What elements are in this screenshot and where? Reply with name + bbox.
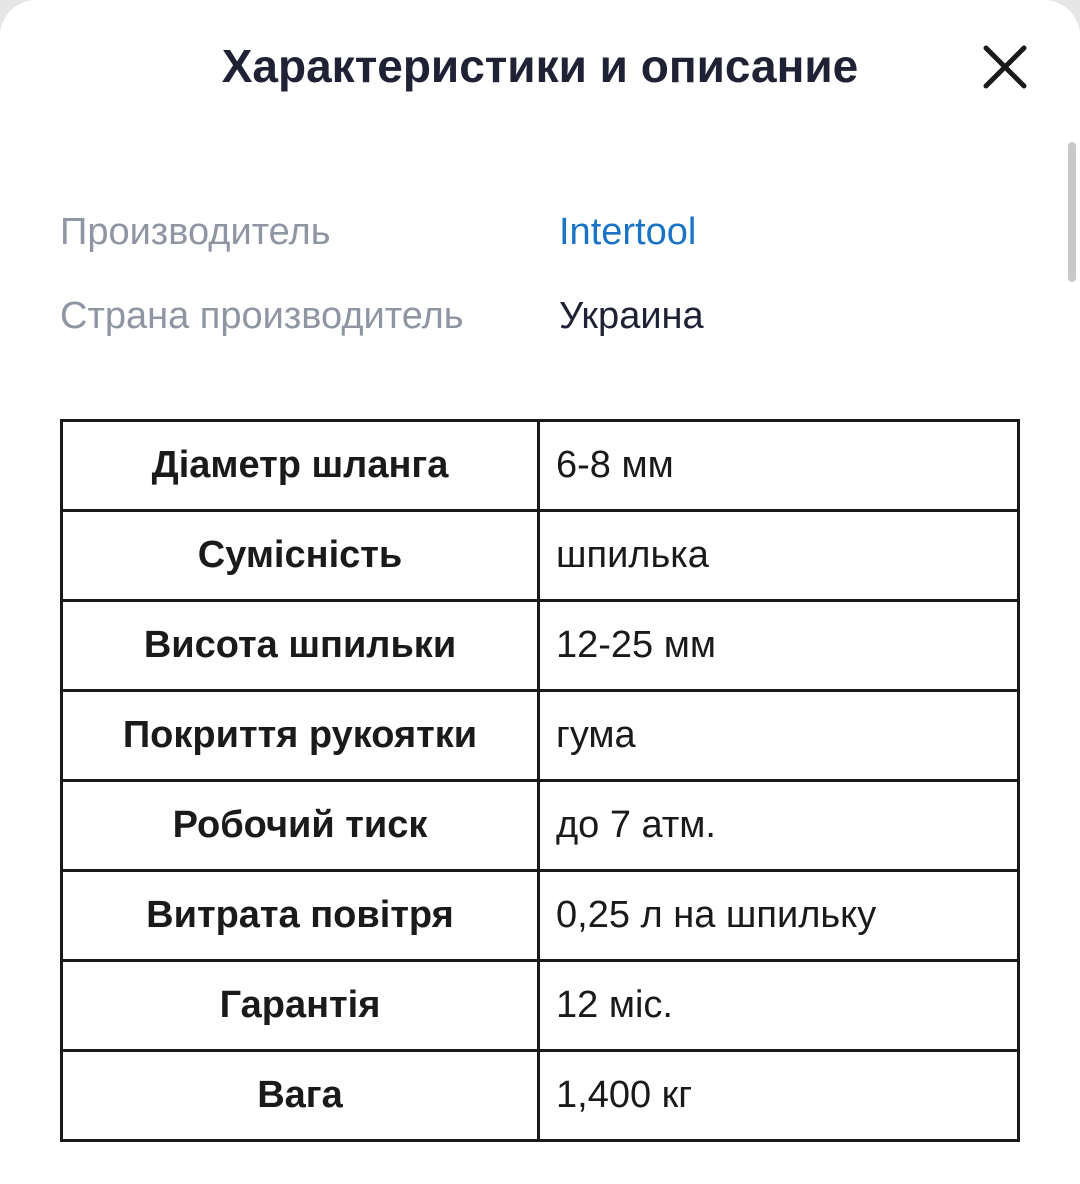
table-row [62,1051,1019,1141]
table-row [62,871,1019,961]
spec-value: 6-8 мм [539,421,1019,511]
spec-value: 1,400 кг [539,1051,1019,1141]
spec-value: 12 міс. [539,961,1019,1051]
info-row-manufacturer [60,202,1020,262]
spec-key: Витрата повітря [62,871,539,961]
table-row [62,421,1019,511]
spec-key: Робочий тиск [62,781,539,871]
spec-value: 12-25 мм [539,601,1019,691]
specs-table [60,419,1020,1142]
spec-value: шпилька [539,511,1019,601]
info-label-manufacturer: Производитель [60,211,331,253]
table-row [62,511,1019,601]
spec-value: 0,25 л на шпильку [539,871,1019,961]
scrollbar[interactable] [1068,142,1076,282]
table-row [62,691,1019,781]
table-row [62,961,1019,1051]
close-icon [976,38,1036,98]
spec-value: гума [539,691,1019,781]
spec-key: Діаметр шланга [62,421,539,511]
spec-key: Покриття рукоятки [62,691,539,781]
manufacturer-link[interactable]: Intertool [559,211,697,253]
table-row [62,601,1019,691]
info-value-country: Украина [559,295,704,337]
spec-value: до 7 атм. [539,781,1019,871]
table-row [62,781,1019,871]
close-button[interactable] [976,38,1036,98]
info-label-country: Страна производитель [60,295,464,337]
spec-key: Вага [62,1051,539,1141]
spec-key: Гарантія [62,961,539,1051]
info-row-country [60,286,1020,346]
sheet-title: Характеристики и описание [221,40,859,92]
spec-key: Сумісність [62,511,539,601]
spec-key: Висота шпильки [62,601,539,691]
